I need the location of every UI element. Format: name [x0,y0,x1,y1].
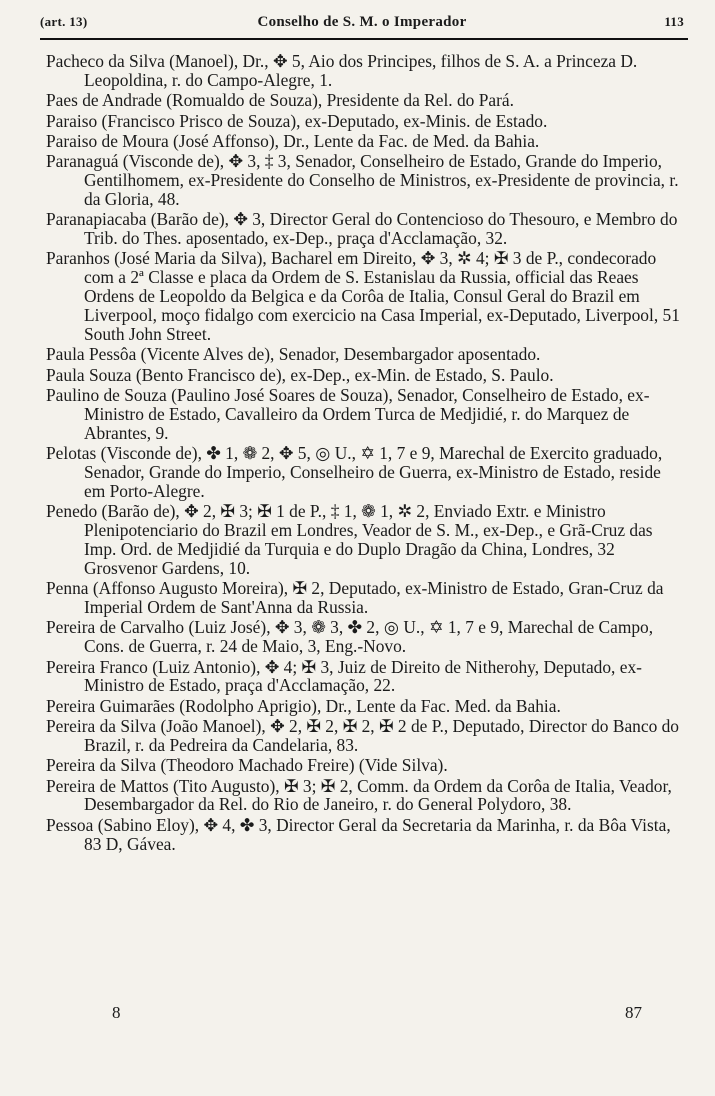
entry-paraiso-de-moura: Paraiso de Moura (José Affonso), Dr., Lente da Fac. de Med. da Bahia. [46,130,540,151]
header-article: (art. 13) [40,14,88,29]
entry-pereira-franco: Pereira Franco (Luiz Antonio), ✥ 4; ✠ 3, Juiz de Direito de Nitherohy, Deputado, ex-Ministro de Estado, praça d'Acclamação, 22. [46,656,642,696]
header-page-number: 113 [664,14,684,29]
footer-page-number: 87 [625,1003,642,1022]
entry-paula-pessoa: Paula Pessôa (Vicente Alves de), Senador, Desembargador aposentado. [46,344,541,365]
entry-pereira-de-mattos: Pereira de Mattos (Tito Augusto), ✠ 3; ✠ 2, Comm. da Ordem da Corôa de Italia, Veador, Desembargador da Rel. do Rio de Janeiro, r. do General Polydoro, 38. [46,775,672,815]
entry-pacheco-da-silva: Pacheco da Silva (Manoel), Dr., ✥ 5, Aio dos Principes, filhos de S. A. a Princeza D. Leopoldina, r. do Campo-Alegre, 1. [46,51,638,90]
header-rule [40,38,688,40]
entry-penedo: Penedo (Barão de), ✥ 2, ✠ 3; ✠ 1 de P., ‡ 1, ❁ 1, ✲ 2, Enviado Extr. e Ministro Plenipotenciario do Brazil em Londres, Veador de S. M., ex-Dep., e Grã-Cruz das Imp. Ord. de Medjidié da Turquia e do Duplo Dragão da China, Londres, 32 Grosvenor Gardens, 10. [46,501,653,578]
entry-paes-de-andrade: Paes de Andrade (Romualdo de Souza), Presidente da Rel. do Pará. [46,90,514,111]
running-header [40,8,684,38]
entry-paula-souza: Paula Souza (Bento Francisco de), ex-Dep., ex-Min. de Estado, S. Paulo. [46,364,554,385]
entry-pereira-da-silva-joao: Pereira da Silva (João Manoel), ✥ 2, ✠ 2, ✠ 2, ✠ 2 de P., Deputado, Director do Banco do Brazil, r. da Pedreira da Candelaria, 83. [46,716,680,755]
footer-signature-mark: 8 [112,1003,121,1022]
entry-paranagua: Paranaguá (Visconde de), ✥ 3, ‡ 3, Senador, Conselheiro de Estado, Grande do Imperio, Gentilhomem, ex-Presidente do Conselho de Ministros, ex-Presidente de provincia, r. da Gloria, 48. [46,151,679,209]
entry-penna: Penna (Affonso Augusto Moreira), ✠ 2, Deputado, ex-Ministro de Estado, Gran-Cruz da Imperial Ordem de Sant'Anna da Russia. [46,578,664,618]
entry-pelotas: Pelotas (Visconde de), ✤ 1, ❁ 2, ✥ 5, ◎ U., ✡ 1, 7 e 9, Marechal de Exercito graduado, Senador, Grande do Imperio, Conselheiro de Guerra, ex-Ministro de Estado, reside em Porto-Alegre. [46,443,663,501]
entry-list [46,52,682,854]
entry-pereira-de-carvalho: Pereira de Carvalho (Luiz José), ✥ 3, ❁ 3, ✤ 2, ◎ U., ✡ 1, 7 e 9, Marechal de Campo, Cons. de Guerra, r. 24 de Maio, 3, Eng.-Novo. [46,617,654,657]
page-footer [112,1003,642,1023]
entry-pereira-guimaraes: Pereira Guimarães (Rodolpho Aprigio), Dr., Lente da Fac. Med. da Bahia. [46,695,561,716]
entry-paulino-de-souza: Paulino de Souza (Paulino José Soares de Souza), Senador, Conselheiro de Estado, ex-Ministro de Estado, Cavalleiro da Ordem Turca de Medjidié, r. do Marquez de Abrantes, 9. [46,384,650,443]
entry-paranhos: Paranhos (José Maria da Silva), Bacharel em Direito, ✥ 3, ✲ 4; ✠ 3 de P., condecorado com a 2ª Classe e placa da Ordem de S. Estanislau da Russia, official das Reaes Ordens de Leopoldo da Belgica e da Corôa de Italia, Consul Geral do Brazil em Liverpool, moço fidalgo com exercicio na Casa Imperial, ex-Deputado, Liverpool, 51 South John Street. [46,248,680,345]
entry-paranapiacaba: Paranapiacaba (Barão de), ✥ 3, Director Geral do Contencioso do Thesouro, e Membro do Trib. do Thes. aposentado, ex-Dep., praça d'Acclamação, 32. [46,209,678,249]
entry-pereira-da-silva-theodoro: Pereira da Silva (Theodoro Machado Freire) (Vide Silva). [46,755,448,776]
entry-pessoa: Pessoa (Sabino Eloy), ✥ 4, ✤ 3, Director Geral da Secretaria da Marinha, r. da Bôa Vista, 83 D, Gávea. [46,814,671,854]
entry-paraiso: Paraiso (Francisco Prisco de Souza), ex-Deputado, ex-Minis. de Estado. [46,110,548,131]
header-title: Conselho de S. M. o Imperador [257,14,467,30]
